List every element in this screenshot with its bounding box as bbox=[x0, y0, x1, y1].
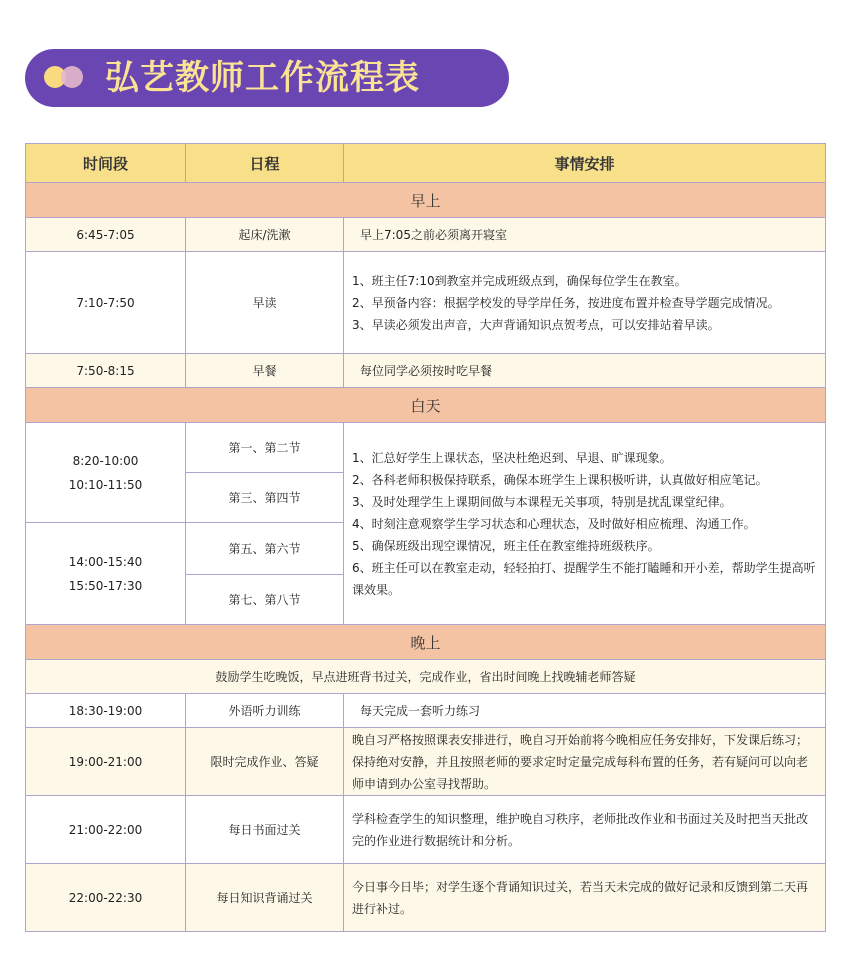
table-row bbox=[26, 423, 826, 473]
period-cell: 第五、第六节 bbox=[186, 523, 344, 575]
period-cell: 第七、第八节 bbox=[186, 575, 344, 625]
section-title-morning: 早上 bbox=[26, 183, 826, 218]
detail-line: 6、班主任可以在教室走动，轻轻拍打、提醒学生不能打瞌睡和开小差，帮助学生提高听课效果。 bbox=[352, 560, 816, 597]
section-row-morning bbox=[26, 183, 826, 218]
table-row bbox=[26, 660, 826, 694]
detail-line: 3、及时处理学生上课期间做与本课程无关事项，特别是扰乱课堂纪律。 bbox=[352, 494, 732, 509]
table-row bbox=[26, 252, 826, 354]
details-cell: 晚自习严格按照课表安排进行，晚自习开始前将今晚相应任务安排好，下发课后练习；保持绝对安静，并且按照老师的要求定时定量完成每科布置的任务，若有疑问可以向老师申请到办公室寻找帮助。 bbox=[344, 728, 826, 796]
table-row bbox=[26, 864, 826, 932]
detail-line: 3、早读必须发出声音，大声背诵知识点贺考点，可以安排站着早读。 bbox=[352, 317, 720, 332]
column-header-time: 时间段 bbox=[26, 144, 186, 183]
period-cell: 第三、第四节 bbox=[186, 473, 344, 523]
time-line: 15:50-17:30 bbox=[68, 578, 143, 593]
details-cell bbox=[344, 423, 826, 625]
time-cell bbox=[26, 523, 186, 625]
time-cell bbox=[26, 423, 186, 523]
section-title-evening: 晚上 bbox=[26, 625, 826, 660]
details-cell bbox=[344, 252, 826, 354]
details-cell: 每位同学必须按时吃早餐 bbox=[344, 354, 826, 388]
section-row-daytime bbox=[26, 388, 826, 423]
table-header-row bbox=[26, 144, 826, 183]
period-cell: 第一、第二节 bbox=[186, 423, 344, 473]
time-cell: 18:30-19:00 bbox=[26, 694, 186, 728]
table-row bbox=[26, 728, 826, 796]
schedule-cell: 限时完成作业、答疑 bbox=[186, 728, 344, 796]
column-header-schedule: 日程 bbox=[186, 144, 344, 183]
schedule-cell: 起床/洗漱 bbox=[186, 218, 344, 252]
time-line: 8:20-10:00 bbox=[72, 453, 139, 468]
time-cell: 21:00-22:00 bbox=[26, 796, 186, 864]
time-line: 14:00-15:40 bbox=[68, 554, 143, 569]
schedule-cell: 外语听力训练 bbox=[186, 694, 344, 728]
details-cell: 学科检查学生的知识整理，维护晚自习秩序，老师批改作业和书面过关及时把当天批改完的作业进行数据统计和分析。 bbox=[344, 796, 826, 864]
time-cell: 22:00-22:30 bbox=[26, 864, 186, 932]
details-cell: 每天完成一套听力练习 bbox=[344, 694, 826, 728]
table-row bbox=[26, 694, 826, 728]
detail-line: 5、确保班级出现空课情况，班主任在教室维持班级秩序。 bbox=[352, 538, 660, 553]
schedule-cell: 早餐 bbox=[186, 354, 344, 388]
table-row bbox=[26, 218, 826, 252]
schedule-cell: 每日知识背诵过关 bbox=[186, 864, 344, 932]
schedule-cell: 每日书面过关 bbox=[186, 796, 344, 864]
time-cell: 7:10-7:50 bbox=[26, 252, 186, 354]
time-cell: 6:45-7:05 bbox=[26, 218, 186, 252]
table-row bbox=[26, 354, 826, 388]
workflow-table bbox=[25, 143, 826, 932]
time-line: 10:10-11:50 bbox=[68, 477, 143, 492]
section-row-evening bbox=[26, 625, 826, 660]
detail-line: 2、各科老师积极保持联系，确保本班学生上课积极听讲，认真做好相应笔记。 bbox=[352, 472, 768, 487]
pink-circle-icon bbox=[61, 66, 83, 88]
page-title: 弘艺教师工作流程表 bbox=[105, 58, 420, 98]
title-banner bbox=[25, 49, 509, 107]
detail-line: 1、班主任7:10到教室并完成班级点到，确保每位学生在教室。 bbox=[352, 273, 687, 288]
details-cell: 今日事今日毕；对学生逐个背诵知识过关，若当天未完成的做好记录和反馈到第二天再进行补过。 bbox=[344, 864, 826, 932]
section-title-daytime: 白天 bbox=[26, 388, 826, 423]
details-cell: 早上7:05之前必须离开寝室 bbox=[344, 218, 826, 252]
schedule-cell: 早读 bbox=[186, 252, 344, 354]
column-header-details: 事情安排 bbox=[344, 144, 826, 183]
time-cell: 7:50-8:15 bbox=[26, 354, 186, 388]
detail-line: 2、早预备内容：根据学校发的导学岸任务，按进度布置并检查导学题完成情况。 bbox=[352, 295, 780, 310]
evening-note: 鼓励学生吃晚饭，早点进班背书过关，完成作业，省出时间晚上找晚辅老师答疑 bbox=[26, 660, 826, 694]
time-cell: 19:00-21:00 bbox=[26, 728, 186, 796]
detail-line: 4、时刻注意观察学生学习状态和心理状态，及时做好相应梳理、沟通工作。 bbox=[352, 516, 756, 531]
detail-line: 1、汇总好学生上课状态，坚决杜绝迟到、早退、旷课现象。 bbox=[352, 450, 672, 465]
table-row bbox=[26, 796, 826, 864]
